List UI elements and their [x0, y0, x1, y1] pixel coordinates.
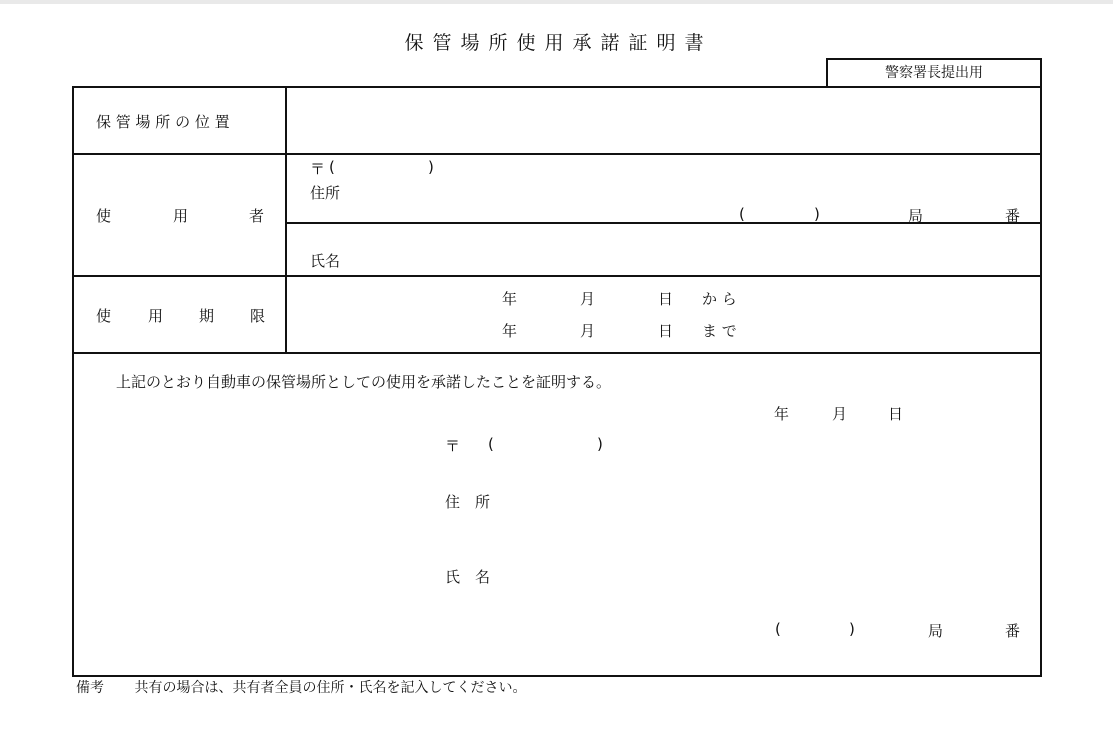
period-from-day: 日 [658, 290, 674, 308]
period-label-part: 用 [148, 307, 164, 325]
row-divider [74, 352, 1040, 354]
certifier-phone-number: 番 [1005, 622, 1021, 640]
certification-statement: 上記のとおり自動車の保管場所としての使用を承諾したことを証明する。 [116, 373, 612, 391]
certifier-name-label: 氏 名 [445, 568, 491, 586]
certificate-form [72, 86, 1042, 677]
column-divider [285, 88, 287, 354]
period-label-part: 限 [250, 307, 266, 325]
user-address-label: 住所 [310, 184, 341, 202]
user-postal-paren-open: ( [329, 158, 335, 176]
row-divider [74, 275, 1040, 277]
certifier-phone-paren-open: ( [775, 620, 781, 638]
period-from-suffix: か ら [702, 290, 737, 308]
certifier-postal-mark: 〒 [445, 437, 461, 455]
remarks-label: 備考 [76, 680, 104, 696]
certifier-phone-paren-close: ) [849, 620, 855, 638]
certifier-postal-paren-open: ( [488, 435, 494, 453]
user-label-part: 用 [173, 207, 189, 225]
row-divider [74, 153, 1040, 155]
user-postal-mark: 〒 [310, 160, 326, 178]
certification-date-month: 月 [832, 405, 848, 423]
remarks-text: 共有の場合は、共有者全員の住所・氏名を記入してください。 [134, 680, 527, 696]
certification-date-year: 年 [774, 405, 790, 423]
period-from-year: 年 [502, 290, 518, 308]
period-until-month: 月 [580, 322, 596, 340]
row-divider [287, 222, 1040, 224]
period-until-year: 年 [502, 322, 518, 340]
user-label-part: 使 [96, 207, 112, 225]
location-label: 保 管 場 所 の 位 置 [96, 113, 230, 131]
certification-date-day: 日 [888, 405, 904, 423]
user-postal-paren-close: ) [428, 158, 434, 176]
period-until-suffix: ま で [702, 322, 737, 340]
top-edge [0, 0, 1113, 4]
user-phone-paren-close: ) [814, 205, 820, 223]
page-title: 保管場所使用承諾証明書 [404, 32, 713, 54]
remarks-note [76, 677, 526, 697]
certifier-address-label: 住 所 [445, 493, 491, 511]
certifier-phone-exchange: 局 [928, 622, 944, 640]
user-phone-number: 番 [1005, 207, 1021, 225]
period-from-month: 月 [580, 290, 596, 308]
user-phone-paren-open: ( [739, 205, 745, 223]
certifier-postal-paren-close: ) [597, 435, 603, 453]
submission-label-box: 警察署長提出用 [826, 58, 1042, 86]
user-name-label: 氏名 [310, 252, 341, 270]
user-label-part: 者 [249, 207, 265, 225]
period-label-part: 使 [96, 307, 112, 325]
location-field[interactable] [289, 88, 1038, 152]
period-until-day: 日 [658, 322, 674, 340]
period-label-part: 期 [199, 307, 215, 325]
user-phone-exchange: 局 [908, 207, 924, 225]
